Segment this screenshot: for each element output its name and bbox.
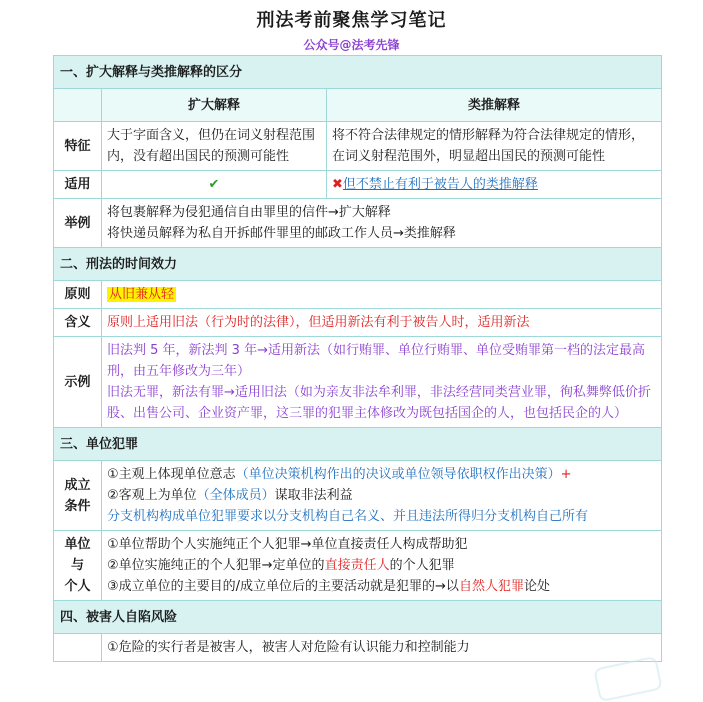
time-example-2: 旧法无罪，新法有罪→适用旧法（如为亲友非法牟利罪，非法经营同类营业罪，徇私舞弊低价折股、出售公司、企业资产罪，这三罪的犯罪主体修改为既包括国企的人，也包括民企的人） (107, 385, 651, 421)
section-3-header: 三、单位犯罪 (54, 428, 662, 461)
row-label-self-risk (54, 634, 102, 662)
condition-1 (107, 464, 656, 485)
condition-1-plus: + (560, 467, 572, 482)
time-example-cell (102, 337, 662, 428)
apply-analogical-link[interactable]: 但不禁止有利于被告人的类推解释 (342, 177, 538, 192)
relation-2 (107, 555, 656, 576)
row-label-conditions-line-1: 成立 (64, 477, 91, 493)
section-2-header: 二、刑法的时间效力 (54, 248, 662, 281)
example-row (54, 199, 662, 248)
unit-individual-cell (102, 531, 662, 601)
column-header-analogical: 类推解释 (327, 89, 662, 122)
principle-row (54, 281, 662, 309)
row-label-conditions-line-2: 条件 (64, 498, 91, 514)
row-label-conditions (54, 461, 102, 531)
row-label-unit-individual-line-3: 个人 (64, 579, 91, 594)
column-header-expansive: 扩大解释 (102, 89, 327, 122)
apply-analogical-cell (327, 171, 662, 199)
condition-2-main: ②客观上为单位 (107, 488, 197, 503)
condition-1-main: ①主观上体现单位意志 (107, 467, 236, 482)
condition-2-note: （全体成员） (196, 488, 275, 503)
watermark-stamp (593, 656, 663, 702)
empty-header-cell (54, 89, 102, 122)
condition-2-tail: 谋取非法利益 (274, 488, 353, 503)
section-2-header-row (54, 248, 662, 281)
row-label-feature: 特征 (54, 122, 102, 171)
feature-row (54, 122, 662, 171)
feature-analogical: 将不符合法律规定的情形解释为符合法律规定的情形，在词义射程范围外，明显超出国民的预测可能性 (327, 122, 662, 171)
row-label-example: 举例 (54, 199, 102, 248)
condition-3: 分支机构构成单位犯罪要求以分支机构自己名义、并且违法所得归分支机构自己所有 (107, 509, 589, 524)
row-label-apply: 适用 (54, 171, 102, 199)
row-label-time-example: 示例 (54, 337, 102, 428)
relation-3-c: 论处 (523, 579, 550, 594)
section-1-header-row (54, 56, 662, 89)
relation-3 (107, 576, 656, 597)
relation-2-a: ②单位实施纯正的个人犯罪→定单位的 (107, 558, 325, 573)
section-1-column-header-row (54, 89, 662, 122)
row-label-principle: 原则 (54, 281, 102, 309)
self-risk-partial-text: ①危险的实行者是被害人，被害人对危险有认识能力和控制能力 (102, 634, 662, 662)
relation-3-b: 自然人犯罪 (458, 579, 524, 594)
notes-table (53, 55, 662, 662)
row-label-unit-individual (54, 531, 102, 601)
apply-expansive-cell (102, 171, 327, 199)
example-cell (102, 199, 662, 248)
time-example-1: 旧法判 5 年，新法判 3 年→适用新法（如行贿罪、单位行贿罪、单位受贿罪第一档的法定最高刑，由五年修改为三年） (107, 343, 645, 379)
conditions-row (54, 461, 662, 531)
cross-icon: ✖ (332, 177, 343, 192)
relation-2-c: 的个人犯罪 (389, 558, 455, 573)
example-line-2: 将快递员解释为私自开拆邮件罪里的邮政工作人员→类推解释 (107, 226, 456, 241)
unit-individual-row (54, 531, 662, 601)
checkmark-icon: ✔ (208, 177, 220, 192)
section-4-header-row (54, 601, 662, 634)
section-3-header-row (54, 428, 662, 461)
row-label-unit-individual-line-2: 与 (70, 558, 84, 573)
document-subtitle: 公众号@法考先锋 (303, 38, 400, 52)
condition-2 (107, 485, 656, 506)
relation-2-b: 直接责任人 (324, 558, 390, 573)
self-risk-row (54, 634, 662, 662)
relation-1: ①单位帮助个人实施纯正个人犯罪→单位直接责任人构成帮助犯 (107, 537, 468, 552)
principle-text: 从旧兼从轻 (109, 287, 175, 302)
feature-expansive: 大于字面含义，但仍在词义射程范围内，没有超出国民的预测可能性 (102, 122, 327, 171)
meaning-text: 原则上适用旧法（行为时的法律），但适用新法有利于被告人时，适用新法 (102, 309, 662, 337)
condition-1-note: （单位决策机构作出的决议或单位领导依职权作出决策） (235, 467, 561, 482)
apply-row (54, 171, 662, 199)
conditions-cell (102, 461, 662, 531)
row-label-meaning: 含义 (54, 309, 102, 337)
row-label-unit-individual-line-1: 单位 (64, 537, 91, 552)
time-example-row (54, 337, 662, 428)
document-title: 刑法考前聚焦学习笔记 (256, 10, 447, 31)
section-4-header: 四、被害人自陷风险 (54, 601, 662, 634)
section-1-header: 一、扩大解释与类推解释的区分 (54, 56, 662, 89)
meaning-row (54, 309, 662, 337)
example-line-1: 将包裹解释为侵犯通信自由罪里的信件→扩大解释 (107, 205, 391, 220)
principle-cell (102, 281, 662, 309)
relation-3-a: ③成立单位的主要目的/成立单位后的主要活动就是犯罪的→以 (107, 579, 459, 594)
